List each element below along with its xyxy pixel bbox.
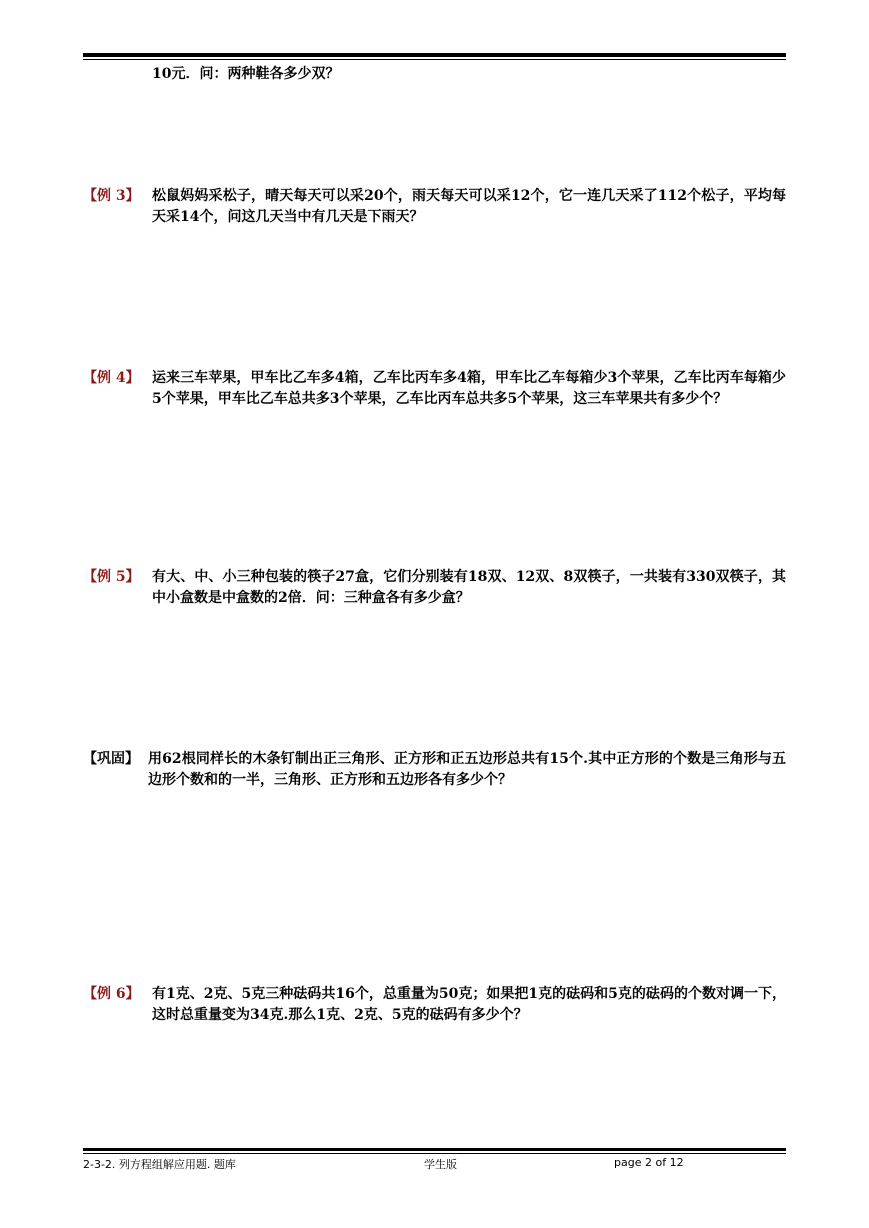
problem-example-5 xyxy=(83,567,786,608)
problem-tag: 【巩固】 xyxy=(83,751,139,767)
problem-consolidation xyxy=(83,749,786,790)
problem-text: 有大、中、小三种包装的筷子27盒，它们分别装有18双、12双、8双筷子，一共装有330双筷子，其中小盒数是中盒数的2倍．问：三种盒各有多少盒？ xyxy=(152,569,786,606)
problem-example-6 xyxy=(83,984,786,1025)
problem-example-3 xyxy=(83,186,786,227)
footer-title: 2-3-2. 列方程组解应用题. 题库 xyxy=(83,1158,236,1171)
header-rule-thick xyxy=(83,53,786,57)
header-rule-thin xyxy=(83,59,786,60)
problem-text: 松鼠妈妈采松子，晴天每天可以采20个，雨天每天可以采12个，它一连几天采了112个松子，平均每天采14个，问这几天当中有几天是下雨天？ xyxy=(152,188,786,225)
problem-tag: 【例 3】 xyxy=(83,188,140,204)
problem-example-4 xyxy=(83,368,786,409)
continued-text: 10元．问：两种鞋各多少双？ xyxy=(152,66,340,82)
problem-tag: 【例 4】 xyxy=(83,370,140,386)
problem-tag: 【例 5】 xyxy=(83,569,140,585)
problem-text: 用62根同样长的木条钉制出正三角形、正方形和正五边形总共有15个.其中正方形的个数是三角形与五边形个数和的一半，三角形、正方形和五边形各有多少个？ xyxy=(148,751,786,788)
problem-text: 运来三车苹果，甲车比乙车多4箱，乙车比丙车多4箱，甲车比乙车每箱少3个苹果，乙车比丙车每箱少5个苹果，甲车比乙车总共多3个苹果，乙车比丙车总共多5个苹果，这三车苹果共有多少个？ xyxy=(152,370,786,407)
footer-rule-thick xyxy=(83,1148,786,1151)
problem-tag: 【例 6】 xyxy=(83,986,140,1002)
footer-edition: 学生版 xyxy=(424,1158,457,1171)
problem-text: 有1克、2克、5克三种砝码共16个，总重量为50克；如果把1克的砝码和5克的砝码的个数对调一下，这时总重量变为34克.那么1克、2克、5克的砝码有多少个？ xyxy=(152,986,786,1023)
footer-page-number: page 2 of 12 xyxy=(614,1156,684,1169)
footer-rule-thin xyxy=(83,1153,786,1154)
